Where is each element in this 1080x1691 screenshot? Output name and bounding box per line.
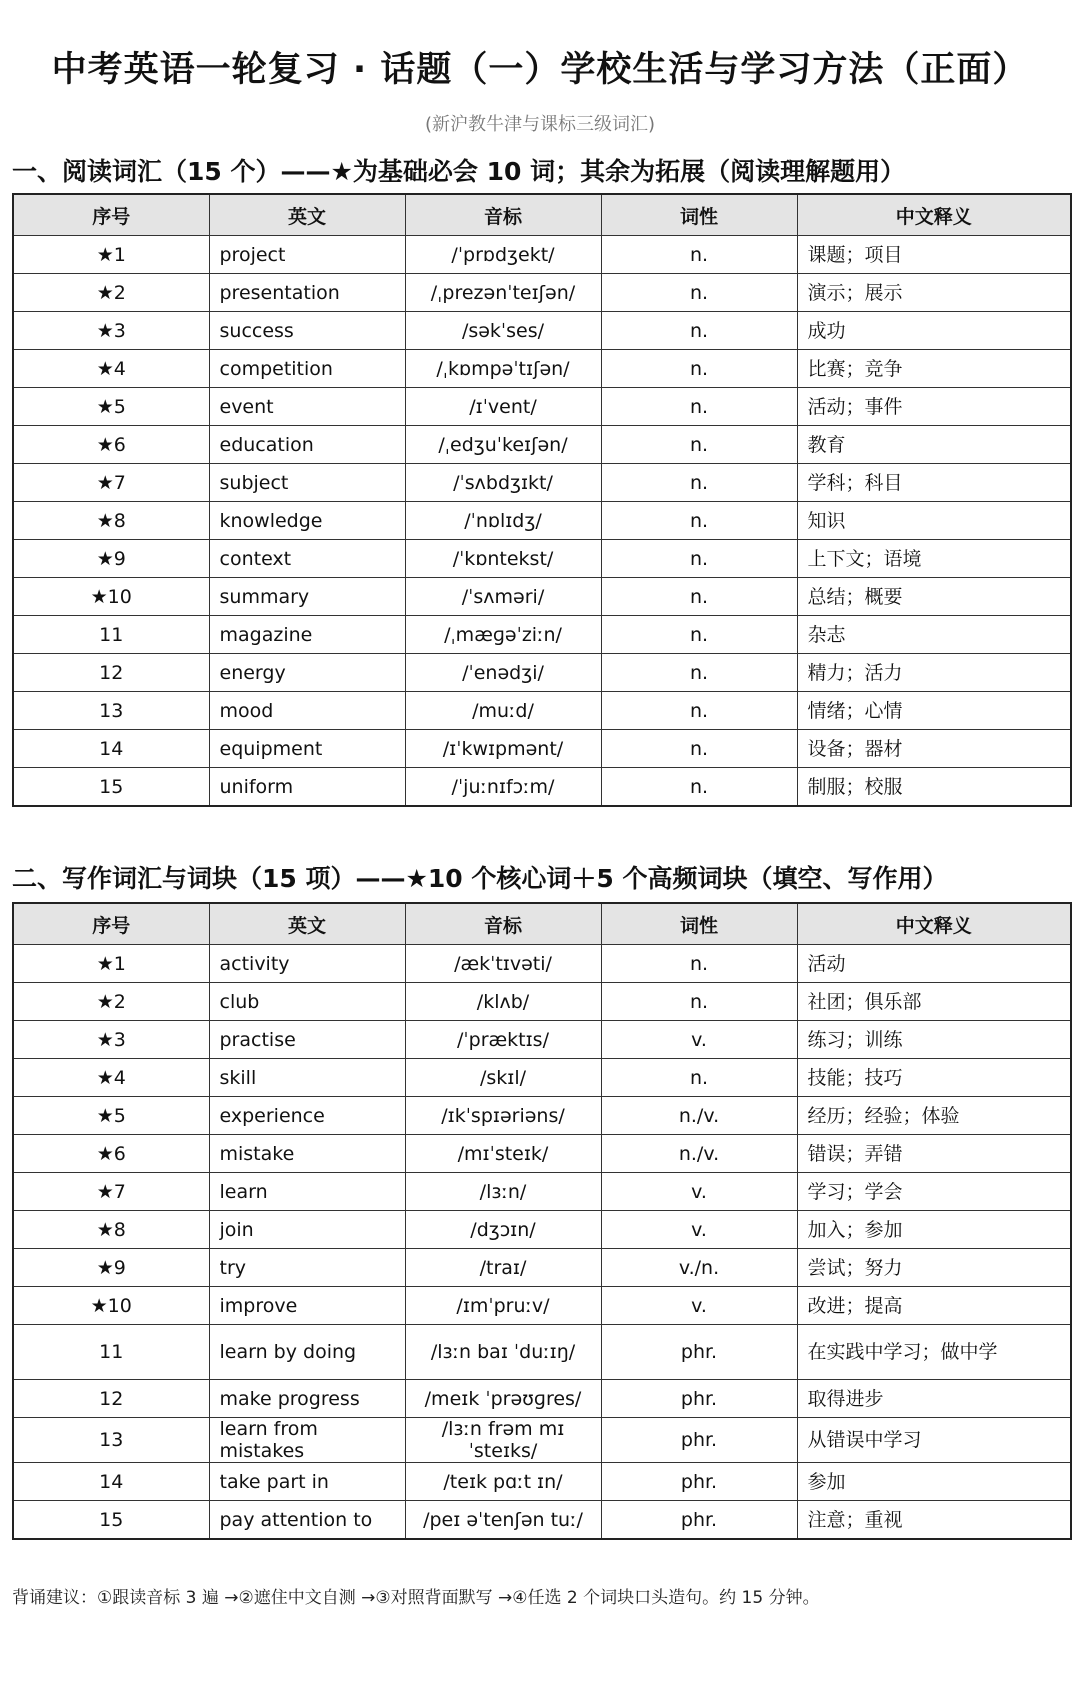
- cell-number: ★4: [13, 350, 209, 388]
- cell-english: mood: [209, 692, 405, 730]
- cell-phonetic: /ˌprezənˈteɪʃən/: [405, 274, 601, 312]
- cell-part-of-speech: n.: [601, 236, 797, 274]
- cell-phonetic: /ɪkˈspɪəriəns/: [405, 1097, 601, 1135]
- cell-english: learn by doing: [209, 1325, 405, 1380]
- table-row: [13, 426, 1071, 464]
- cell-english: practise: [209, 1021, 405, 1059]
- cell-chinese: 在实践中学习；做中学: [797, 1325, 1071, 1380]
- cell-part-of-speech: n.: [601, 540, 797, 578]
- cell-chinese: 尝试；努力: [797, 1249, 1071, 1287]
- cell-phonetic: /ˈpræktɪs/: [405, 1021, 601, 1059]
- cell-number: 13: [13, 1418, 209, 1463]
- table-row: [13, 1380, 1071, 1418]
- cell-part-of-speech: n.: [601, 1059, 797, 1097]
- cell-number: ★2: [13, 983, 209, 1021]
- cell-number: ★4: [13, 1059, 209, 1097]
- table-row: [13, 274, 1071, 312]
- cell-part-of-speech: n.: [601, 426, 797, 464]
- cell-phonetic: /mɪˈsteɪk/: [405, 1135, 601, 1173]
- cell-english: experience: [209, 1097, 405, 1135]
- cell-chinese: 社团；俱乐部: [797, 983, 1071, 1021]
- cell-english: success: [209, 312, 405, 350]
- cell-number: ★10: [13, 578, 209, 616]
- cell-number: 11: [13, 616, 209, 654]
- cell-part-of-speech: n.: [601, 464, 797, 502]
- cell-chinese: 比赛；竞争: [797, 350, 1071, 388]
- cell-english: join: [209, 1211, 405, 1249]
- table-row: [13, 350, 1071, 388]
- table-row: [13, 692, 1071, 730]
- cell-number: 12: [13, 654, 209, 692]
- table-row: [13, 945, 1071, 983]
- cell-english: uniform: [209, 768, 405, 807]
- cell-number: ★9: [13, 1249, 209, 1287]
- cell-number: ★2: [13, 274, 209, 312]
- table-row: [13, 540, 1071, 578]
- cell-chinese: 制服；校服: [797, 768, 1071, 807]
- table-row: [13, 464, 1071, 502]
- cell-chinese: 课题；项目: [797, 236, 1071, 274]
- cell-part-of-speech: n./v.: [601, 1135, 797, 1173]
- cell-english: improve: [209, 1287, 405, 1325]
- table-header-row: [13, 194, 1071, 236]
- cell-chinese: 精力；活力: [797, 654, 1071, 692]
- cell-chinese: 总结；概要: [797, 578, 1071, 616]
- cell-chinese: 活动: [797, 945, 1071, 983]
- cell-number: ★10: [13, 1287, 209, 1325]
- page-title: 中考英语一轮复习 · 话题（一）学校生活与学习方法（正面）: [51, 50, 1029, 90]
- cell-part-of-speech: n.: [601, 388, 797, 426]
- cell-number: 13: [13, 692, 209, 730]
- table-row: [13, 1021, 1071, 1059]
- cell-chinese: 加入；参加: [797, 1211, 1071, 1249]
- cell-chinese: 错误；弄错: [797, 1135, 1071, 1173]
- table-row: [13, 1173, 1071, 1211]
- cell-phonetic: /ˈjuːnɪfɔːm/: [405, 768, 601, 807]
- cell-phonetic: /lɜːn frəm mɪˈsteɪks/: [405, 1418, 601, 1463]
- cell-number: ★9: [13, 540, 209, 578]
- page-subtitle: (新沪教牛津与课标三级词汇): [424, 114, 656, 135]
- cell-phonetic: /ɪˈvent/: [405, 388, 601, 426]
- cell-chinese: 学习；学会: [797, 1173, 1071, 1211]
- cell-number: 12: [13, 1380, 209, 1418]
- cell-part-of-speech: n./v.: [601, 1097, 797, 1135]
- cell-chinese: 取得进步: [797, 1380, 1071, 1418]
- cell-part-of-speech: v.: [601, 1287, 797, 1325]
- cell-phonetic: /səkˈses/: [405, 312, 601, 350]
- cell-chinese: 活动；事件: [797, 388, 1071, 426]
- study-tip-note: 背诵建议：①跟读音标 3 遍 →②遮住中文自测 →③对照背面默写 →④任选 2 个词块口头造句。约 15 分钟。: [12, 1588, 820, 1608]
- cell-number: ★1: [13, 236, 209, 274]
- cell-english: project: [209, 236, 405, 274]
- table-row: [13, 236, 1071, 274]
- cell-english: presentation: [209, 274, 405, 312]
- cell-chinese: 设备；器材: [797, 730, 1071, 768]
- table-row: [13, 1097, 1071, 1135]
- table-row: [13, 1325, 1071, 1380]
- cell-phonetic: /meɪk ˈprəʊɡres/: [405, 1380, 601, 1418]
- column-header-phonetic: 音标: [405, 903, 601, 945]
- cell-number: 14: [13, 730, 209, 768]
- cell-number: 15: [13, 1501, 209, 1540]
- cell-part-of-speech: n.: [601, 983, 797, 1021]
- cell-chinese: 从错误中学习: [797, 1418, 1071, 1463]
- cell-chinese: 技能；技巧: [797, 1059, 1071, 1097]
- cell-english: energy: [209, 654, 405, 692]
- cell-part-of-speech: v.: [601, 1211, 797, 1249]
- cell-part-of-speech: n.: [601, 502, 797, 540]
- column-header-phonetic: 音标: [405, 194, 601, 236]
- table-row: [13, 1135, 1071, 1173]
- cell-phonetic: /skɪl/: [405, 1059, 601, 1097]
- cell-number: ★8: [13, 502, 209, 540]
- cell-number: ★7: [13, 464, 209, 502]
- cell-part-of-speech: v.: [601, 1173, 797, 1211]
- cell-part-of-speech: n.: [601, 945, 797, 983]
- table-header-row: [13, 903, 1071, 945]
- cell-chinese: 改进；提高: [797, 1287, 1071, 1325]
- cell-chinese: 练习；训练: [797, 1021, 1071, 1059]
- writing-vocabulary-table: [12, 902, 1072, 1540]
- column-header-number: 序号: [13, 194, 209, 236]
- cell-number: ★8: [13, 1211, 209, 1249]
- table-row: [13, 983, 1071, 1021]
- cell-chinese: 学科；科目: [797, 464, 1071, 502]
- cell-number: ★5: [13, 388, 209, 426]
- cell-english: event: [209, 388, 405, 426]
- cell-chinese: 参加: [797, 1463, 1071, 1501]
- table-row: [13, 1059, 1071, 1097]
- cell-chinese: 演示；展示: [797, 274, 1071, 312]
- cell-english: education: [209, 426, 405, 464]
- column-header-chinese: 中文释义: [797, 903, 1071, 945]
- cell-part-of-speech: n.: [601, 274, 797, 312]
- cell-phonetic: /teɪk pɑːt ɪn/: [405, 1463, 601, 1501]
- cell-phonetic: /klʌb/: [405, 983, 601, 1021]
- cell-part-of-speech: n.: [601, 654, 797, 692]
- table-row: [13, 768, 1071, 807]
- cell-english: learn: [209, 1173, 405, 1211]
- cell-english: context: [209, 540, 405, 578]
- cell-english: magazine: [209, 616, 405, 654]
- cell-english: competition: [209, 350, 405, 388]
- cell-phonetic: /ˌedʒuˈkeɪʃən/: [405, 426, 601, 464]
- cell-phonetic: /ɪmˈpruːv/: [405, 1287, 601, 1325]
- cell-part-of-speech: phr.: [601, 1325, 797, 1380]
- cell-part-of-speech: v./n.: [601, 1249, 797, 1287]
- table-row: [13, 654, 1071, 692]
- section-2-heading: 二、写作词汇与词块（15 项）——★10 个核心词＋5 个高频词块（填空、写作用）: [12, 864, 948, 893]
- cell-english: try: [209, 1249, 405, 1287]
- table-row: [13, 312, 1071, 350]
- cell-part-of-speech: n.: [601, 578, 797, 616]
- column-header-part-of-speech: 词性: [601, 194, 797, 236]
- cell-part-of-speech: n.: [601, 768, 797, 807]
- cell-phonetic: /ˈsʌməri/: [405, 578, 601, 616]
- cell-phonetic: /ækˈtɪvəti/: [405, 945, 601, 983]
- cell-english: summary: [209, 578, 405, 616]
- cell-phonetic: /lɜːn baɪ ˈduːɪŋ/: [405, 1325, 601, 1380]
- table-row: [13, 388, 1071, 426]
- cell-phonetic: /ˈkɒntekst/: [405, 540, 601, 578]
- cell-number: ★3: [13, 312, 209, 350]
- column-header-english: 英文: [209, 903, 405, 945]
- table-row: [13, 616, 1071, 654]
- cell-number: 15: [13, 768, 209, 807]
- cell-number: ★1: [13, 945, 209, 983]
- table-row: [13, 1463, 1071, 1501]
- table-row: [13, 1418, 1071, 1463]
- column-header-part-of-speech: 词性: [601, 903, 797, 945]
- cell-chinese: 上下文；语境: [797, 540, 1071, 578]
- cell-english: equipment: [209, 730, 405, 768]
- cell-phonetic: /ˈnɒlɪdʒ/: [405, 502, 601, 540]
- cell-number: ★6: [13, 1135, 209, 1173]
- cell-part-of-speech: n.: [601, 616, 797, 654]
- cell-phonetic: /ɪˈkwɪpmənt/: [405, 730, 601, 768]
- cell-part-of-speech: n.: [601, 730, 797, 768]
- table-row: [13, 502, 1071, 540]
- cell-english: mistake: [209, 1135, 405, 1173]
- cell-english: activity: [209, 945, 405, 983]
- cell-phonetic: /ˈsʌbdʒɪkt/: [405, 464, 601, 502]
- cell-phonetic: /ˈenədʒi/: [405, 654, 601, 692]
- cell-phonetic: /ˌmæɡəˈziːn/: [405, 616, 601, 654]
- cell-part-of-speech: phr.: [601, 1463, 797, 1501]
- table-row: [13, 730, 1071, 768]
- cell-phonetic: /ˌkɒmpəˈtɪʃən/: [405, 350, 601, 388]
- cell-english: club: [209, 983, 405, 1021]
- cell-english: skill: [209, 1059, 405, 1097]
- cell-chinese: 注意；重视: [797, 1501, 1071, 1540]
- cell-part-of-speech: phr.: [601, 1380, 797, 1418]
- cell-chinese: 知识: [797, 502, 1071, 540]
- cell-english: pay attention to: [209, 1501, 405, 1540]
- cell-phonetic: /muːd/: [405, 692, 601, 730]
- cell-number: ★5: [13, 1097, 209, 1135]
- cell-english: knowledge: [209, 502, 405, 540]
- column-header-chinese: 中文释义: [797, 194, 1071, 236]
- cell-number: ★3: [13, 1021, 209, 1059]
- cell-phonetic: /lɜːn/: [405, 1173, 601, 1211]
- cell-phonetic: /peɪ əˈtenʃən tuː/: [405, 1501, 601, 1540]
- cell-part-of-speech: n.: [601, 312, 797, 350]
- table-row: [13, 1287, 1071, 1325]
- table-row: [13, 1211, 1071, 1249]
- cell-english: learn from mistakes: [209, 1418, 405, 1463]
- cell-chinese: 成功: [797, 312, 1071, 350]
- cell-english: take part in: [209, 1463, 405, 1501]
- cell-phonetic: /ˈprɒdʒekt/: [405, 236, 601, 274]
- cell-english: subject: [209, 464, 405, 502]
- cell-number: ★7: [13, 1173, 209, 1211]
- cell-chinese: 杂志: [797, 616, 1071, 654]
- cell-chinese: 经历；经验；体验: [797, 1097, 1071, 1135]
- cell-part-of-speech: n.: [601, 350, 797, 388]
- table-row: [13, 1501, 1071, 1540]
- column-header-number: 序号: [13, 903, 209, 945]
- cell-number: ★6: [13, 426, 209, 464]
- cell-chinese: 情绪；心情: [797, 692, 1071, 730]
- cell-part-of-speech: n.: [601, 692, 797, 730]
- reading-vocabulary-table: [12, 193, 1072, 807]
- cell-part-of-speech: phr.: [601, 1418, 797, 1463]
- cell-number: 11: [13, 1325, 209, 1380]
- section-1-heading: 一、阅读词汇（15 个）——★为基础必会 10 词；其余为拓展（阅读理解题用）: [12, 157, 906, 186]
- cell-english: make progress: [209, 1380, 405, 1418]
- column-header-english: 英文: [209, 194, 405, 236]
- cell-chinese: 教育: [797, 426, 1071, 464]
- cell-part-of-speech: v.: [601, 1021, 797, 1059]
- cell-number: 14: [13, 1463, 209, 1501]
- cell-phonetic: /traɪ/: [405, 1249, 601, 1287]
- table-row: [13, 578, 1071, 616]
- cell-phonetic: /dʒɔɪn/: [405, 1211, 601, 1249]
- cell-part-of-speech: phr.: [601, 1501, 797, 1540]
- table-row: [13, 1249, 1071, 1287]
